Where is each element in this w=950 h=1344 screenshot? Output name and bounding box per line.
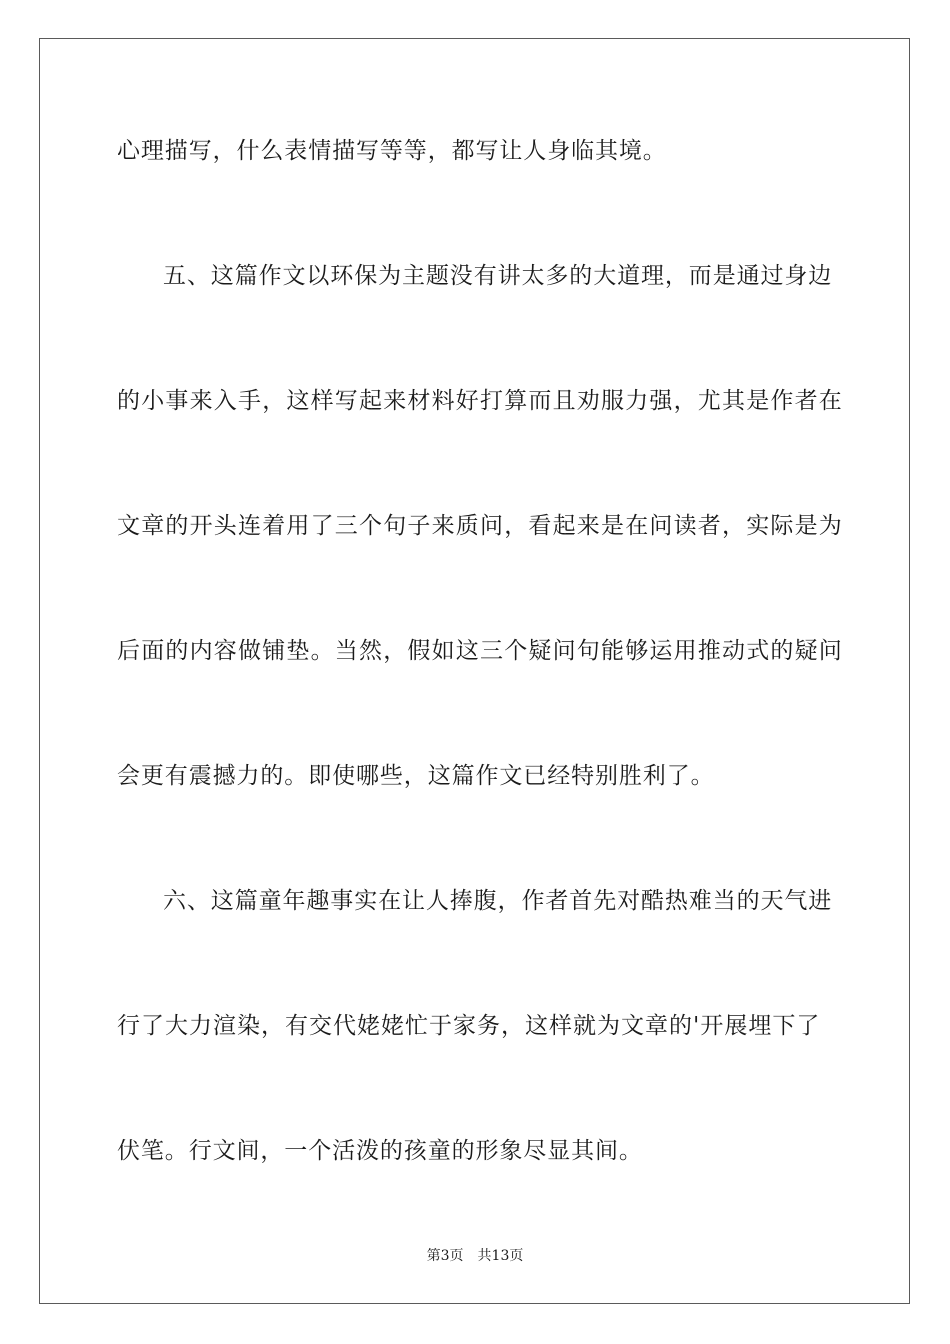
body-line-3: 的小事来入手，这样写起来材料好打算而且劝服力强，尤其是作者在 bbox=[117, 388, 843, 414]
body-line-9: 伏笔。行文间，一个活泼的孩童的形象尽显其间。 bbox=[117, 1138, 643, 1164]
body-line-6: 会更有震撼力的。即使哪些，这篇作文已经特别胜利了。 bbox=[117, 763, 715, 789]
body-line-4: 文章的开头连着用了三个句子来质问，看起来是在问读者，实际是为 bbox=[117, 513, 843, 539]
page-number-footer: 第3页 共13页 bbox=[426, 1248, 524, 1264]
body-line-1: 心理描写，什么表情描写等等，都写让人身临其境。 bbox=[117, 138, 667, 164]
page-border bbox=[39, 38, 910, 1304]
body-line-2: 五、这篇作文以环保为主题没有讲太多的大道理，而是通过身边 bbox=[163, 263, 833, 289]
body-line-5: 后面的内容做铺垫。当然，假如这三个疑问句能够运用推动式的疑问 bbox=[117, 638, 843, 664]
body-line-7: 六、这篇童年趣事实在让人捧腹，作者首先对酷热难当的天气进 bbox=[163, 888, 833, 914]
body-line-8: 行了大力渲染，有交代姥姥忙于家务，这样就为文章的'开展埋下了 bbox=[117, 1013, 821, 1039]
